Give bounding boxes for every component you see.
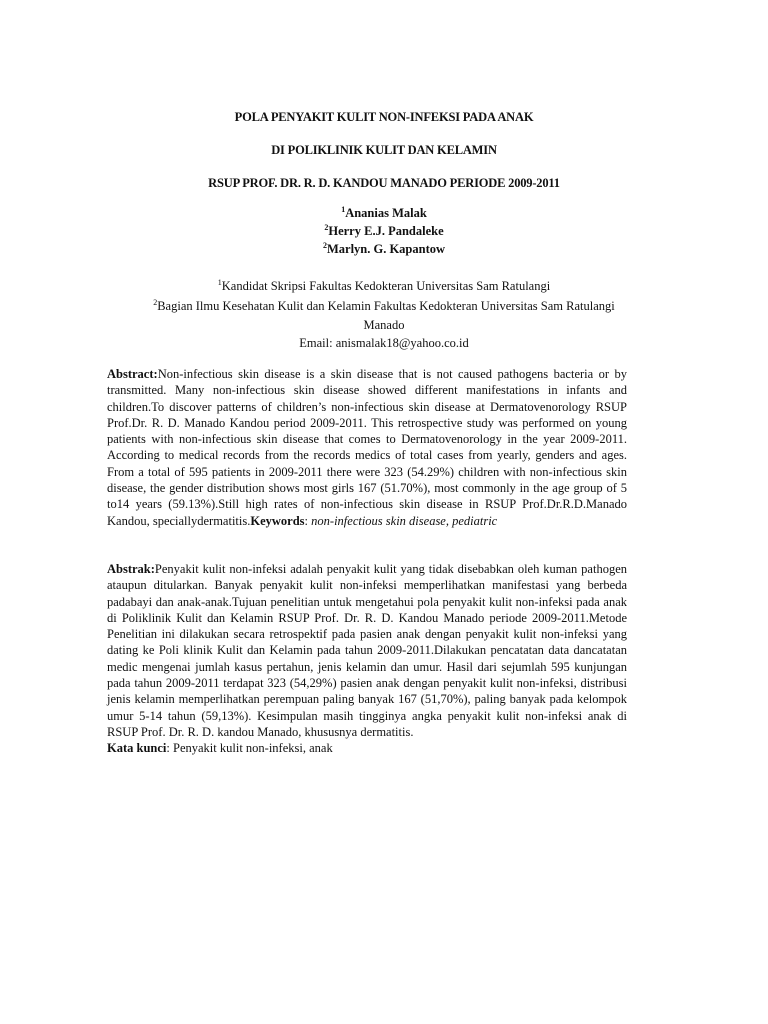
affiliation-2-city: Manado <box>363 318 405 332</box>
author-1-sup: 1 <box>341 204 346 214</box>
abstract-text: Non-infectious skin disease is a skin disease that is not caused pathogens bacteria or by transmitted. Many non-infectious skin disease showed different manifestations in infants and children.To discover patterns of children’s non-infectious skin disease at Dermatovenorology RSUP Prof.Dr. R. D. Manado Kandou period 2009-2011. This retrospective study was performed on young patients with non-infectious skin disease that comes to Dermatovenorology in the year 2009-2011. According to medical records from the records medics of total cases from yearly, genders and ages. From a total of 595 patients in 2009-2011 there were 323 (54.29%) children with non-infectious skin disease, the gender distribution shows most girls 167 (51.70%), most commonly in the age group of 5 to14 years (59.13%).Still high rates of non-infectious skin disease in RSUP Prof.Dr.R.D.Manado Kandou, speciallydermatitis. <box>107 367 627 528</box>
keywords-label: Keywords <box>250 513 305 528</box>
abstract-label: Abstract: <box>107 367 158 381</box>
affiliation-2-sup: 2 <box>153 297 158 307</box>
abstract-indonesian <box>107 561 627 757</box>
author-2 <box>0 224 768 239</box>
affiliation-1-sup: 1 <box>217 277 222 287</box>
keywords-text: non-infectious skin disease, pediatric <box>311 513 498 528</box>
title-line-2: DI POLIKLINIK KULIT DAN KELAMIN <box>271 143 497 157</box>
author-1-name: Ananias Malak <box>345 206 427 220</box>
email-line: Email: anismalak18@yahoo.co.id <box>299 336 469 350</box>
author-2-name: Herry E.J. Pandaleke <box>328 224 444 238</box>
author-3-name: Marlyn. G. Kapantow <box>326 242 446 256</box>
abstrak-label: Abstrak: <box>107 562 155 576</box>
author-3 <box>0 242 768 257</box>
author-2-sup: 2 <box>324 222 329 232</box>
title-line-1: POLA PENYAKIT KULIT NON-INFEKSI PADA ANAK <box>234 110 534 124</box>
affiliation-1-text: Kandidat Skripsi Fakultas Kedokteran Universitas Sam Ratulangi <box>221 279 551 293</box>
kata-kunci-separator: : <box>166 741 173 756</box>
kata-kunci-text: Penyakit kulit non-infeksi, anak <box>173 741 333 756</box>
abstract-english <box>107 366 627 529</box>
affiliation-2 <box>0 299 768 314</box>
author-3-sup: 2 <box>322 240 327 250</box>
author-1 <box>0 206 768 221</box>
affiliation-2-text: Bagian Ilmu Kesehatan Kulit dan Kelamin Fakultas Kedokteran Universitas Sam Ratulangi <box>157 299 615 313</box>
title-line-3: RSUP PROF. DR. R. D. KANDOU MANADO PERIODE 2009-2011 <box>208 176 560 190</box>
kata-kunci-label: Kata kunci <box>107 741 167 756</box>
keywords-separator: : <box>304 513 312 528</box>
abstrak-text: Penyakit kulit non-infeksi adalah penyakit kulit yang tidak disebabkan oleh kuman pathogen ataupun ditularkan. Banyak penyakit kulit non-infeksi memperlihatkan manifestasi yang berbeda padabayi dan anak-anak.Tujuan penelitian untuk mengetahui pola penyakit kulit non-infeksi pada anak di Poliklinik Kulit dan Kelamin RSUP Prof. Dr. R. D. Kandou Manado periode 2009-2011.Metode Penelitian ini dilakukan secara retrospektif pada pasien anak dengan penyakit kulit non-infeksi yang dating ke Poli klinik Kulit dan Kelamin pada tahun 2009-2011.Dilakukan pencatatan data dancatatan medic mengenai jumlah kasus pertahun, jenis kelamin dan umur. Hasil dari sejumlah 595 kunjungan pada tahun 2009-2011 terdapat 323 (54,29%) pasien anak dengan penyakit kulit non-infeksi, distribusi jenis kelamin memperlihatkan perempuan paling banyak 167 (51,70%), paling banyak pada kelompok umur 5-14 tahun (59,13%). Kesimpulan masih tingginya angka penyakit kulit non-infeksi anak di RSUP Prof. Dr. R. D. kandou Manado, khususnya dermatitis. <box>107 562 627 739</box>
affiliation-1 <box>0 279 768 294</box>
